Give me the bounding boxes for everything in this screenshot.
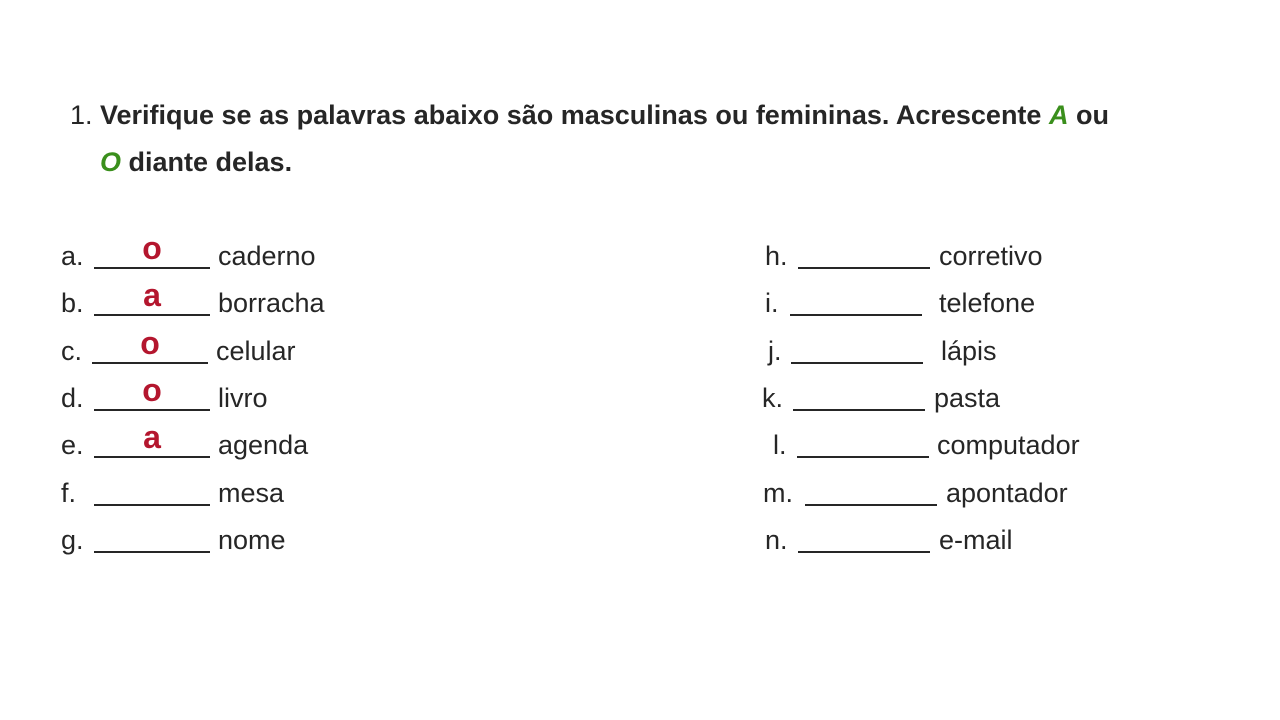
item-letter: i. [765,288,779,318]
item-letter: f. [61,478,77,508]
answer-blank[interactable] [790,314,922,316]
list-item [61,419,381,465]
item-word: borracha [218,288,325,318]
item-word: agenda [218,430,309,460]
item-word: mesa [218,478,285,508]
item-letter: h. [765,241,788,271]
item-letter: c. [61,336,83,366]
item-word: caderno [218,241,316,271]
answer-blank[interactable] [805,504,937,506]
list-item [773,425,1193,465]
answer-blank[interactable] [791,362,923,364]
list-item [61,372,381,418]
list-item [61,520,381,560]
instruction-text-part2: ou [1068,100,1109,130]
item-word: telefone [939,288,1036,318]
item-word: corretivo [939,241,1043,271]
list-item [61,325,381,371]
item-letter: l. [773,430,787,460]
item-letter: k. [762,383,784,413]
answer-blank[interactable] [94,551,210,553]
list-item [61,277,381,323]
item-letter: b. [61,288,84,318]
item-word: e-mail [939,525,1013,555]
item-letter: g. [61,525,84,555]
item-letter: m. [763,478,793,508]
list-item [765,236,1185,276]
answer-blank[interactable] [797,456,929,458]
item-word: computador [937,430,1080,460]
list-item [765,331,1185,371]
list-item [763,473,1183,513]
item-word: pasta [934,383,1001,413]
item-letter: e. [61,430,84,460]
list-item [765,283,1185,323]
instruction-text-part1: Verifique se as palavras abaixo são masculinas ou femininas. Acrescente [100,100,1049,130]
answer-text: o [140,325,160,361]
answer-text: o [142,230,162,266]
highlight-letter-a: A [1048,100,1069,130]
list-item [61,230,381,276]
answer-blank[interactable] [94,504,210,506]
item-word: apontador [946,478,1068,508]
list-item [61,473,381,513]
highlight-letter-o: O [100,147,122,177]
list-item [762,378,1182,418]
instruction-text-part3: diante delas. [121,147,293,177]
list-item [765,520,1185,560]
item-word: nome [218,525,286,555]
item-letter: a. [61,241,84,271]
answer-blank[interactable] [798,267,930,269]
exercise-instruction [70,92,1240,186]
instruction-line-2 [70,139,1240,186]
item-letter: d. [61,383,84,413]
item-word: lápis [941,336,997,366]
item-letter: j. [768,336,782,366]
item-word: celular [216,336,296,366]
item-letter: n. [765,525,788,555]
item-word: livro [218,383,268,413]
answer-blank[interactable] [798,551,930,553]
exercise-number: 1. [70,100,93,130]
instruction-line-1 [70,92,1240,139]
answer-blank[interactable] [793,409,925,411]
answer-text: a [143,277,161,313]
answer-text: o [142,372,162,408]
answer-text: a [143,419,161,455]
